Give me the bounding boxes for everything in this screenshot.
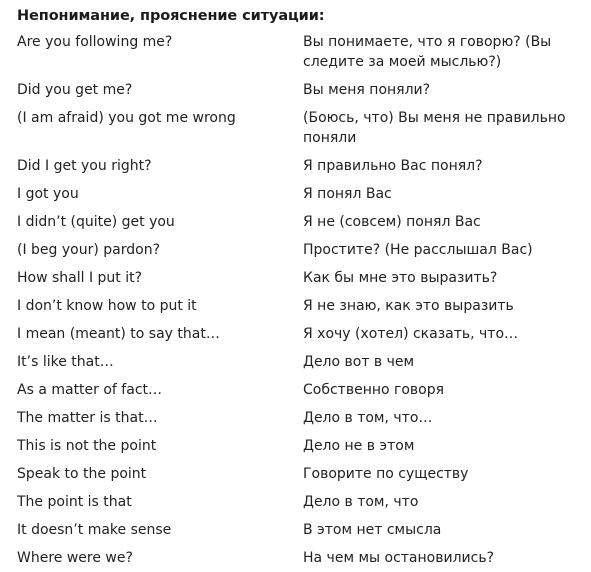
english-phrase: Did you get me? <box>17 82 133 98</box>
page-title: Непонимание, прояснение ситуации: <box>17 8 325 24</box>
english-phrase: (I am afraid) you got me wrong <box>17 110 236 126</box>
phrase-row <box>17 464 591 492</box>
russian-translation: В этом нет смысла <box>303 522 442 538</box>
russian-translation: Дело не в этом <box>303 438 415 454</box>
russian-translation: (Боюсь, что) Вы меня не правильно поняли <box>303 110 566 146</box>
russian-translation: Вы меня поняли? <box>303 82 431 98</box>
russian-translation: Я понял Вас <box>303 186 392 202</box>
english-phrase: It doesn’t make sense <box>17 522 172 538</box>
english-phrase: I got you <box>17 186 79 202</box>
english-phrase: Did I get you right? <box>17 158 152 174</box>
russian-translation: Как бы мне это выразить? <box>303 270 498 286</box>
english-phrase: As a matter of fact… <box>17 382 163 398</box>
english-phrase: I didn’t (quite) get you <box>17 214 175 230</box>
english-phrase: Speak to the point <box>17 466 147 482</box>
english-phrase: The point is that <box>17 494 132 510</box>
phrase-row <box>17 184 591 212</box>
phrase-row <box>17 32 591 80</box>
phrase-row <box>17 352 591 380</box>
russian-translation: Я хочу (хотел) сказать, что… <box>303 326 519 342</box>
english-phrase: Are you following me? <box>17 34 173 50</box>
english-phrase: The matter is that… <box>17 410 158 426</box>
phrase-row <box>17 436 591 464</box>
russian-translation: Говорите по существу <box>303 466 469 482</box>
phrase-row <box>17 548 591 572</box>
phrase-row <box>17 212 591 240</box>
phrase-row <box>17 296 591 324</box>
english-phrase: (I beg your) pardon? <box>17 242 161 258</box>
phrase-row <box>17 324 591 352</box>
phrase-row <box>17 380 591 408</box>
russian-translation: Я не знаю, как это выразить <box>303 298 514 314</box>
russian-translation: На чем мы остановились? <box>303 550 495 566</box>
russian-translation: Я правильно Вас понял? <box>303 158 483 174</box>
english-phrase: This is not the point <box>17 438 157 454</box>
russian-translation: Простите? (Не расслышал Вас) <box>303 242 533 258</box>
english-phrase: Where were we? <box>17 550 133 566</box>
phrase-row <box>17 520 591 548</box>
russian-translation: Дело в том, что… <box>303 410 433 426</box>
phrase-row <box>17 268 591 296</box>
phrase-row <box>17 80 591 108</box>
russian-translation: Я не (совсем) понял Вас <box>303 214 481 230</box>
russian-translation: Вы понимаете, что я говорю? (Вы следите за моей мыслью?) <box>303 34 552 70</box>
phrase-list <box>17 32 591 572</box>
russian-translation: Дело вот в чем <box>303 354 415 370</box>
russian-translation: Собственно говоря <box>303 382 445 398</box>
phrase-row <box>17 108 591 156</box>
english-phrase: How shall I put it? <box>17 270 143 286</box>
english-phrase: I don’t know how to put it <box>17 298 197 314</box>
phrase-row <box>17 492 591 520</box>
english-phrase: I mean (meant) to say that… <box>17 326 220 342</box>
phrase-row <box>17 156 591 184</box>
phrase-row <box>17 240 591 268</box>
phrase-row <box>17 408 591 436</box>
russian-translation: Дело в том, что <box>303 494 419 510</box>
english-phrase: It’s like that… <box>17 354 114 370</box>
